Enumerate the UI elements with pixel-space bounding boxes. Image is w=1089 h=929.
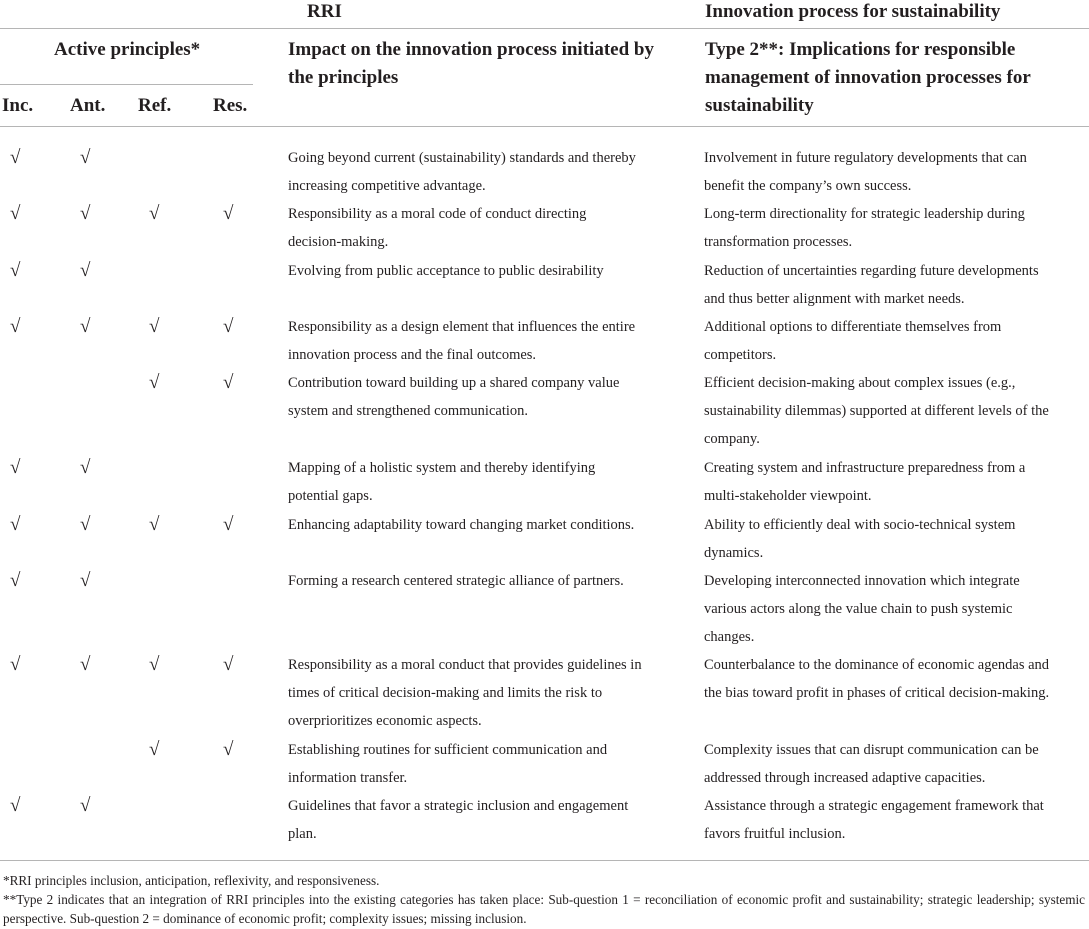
header-group-innovation: Innovation process for sustainability (705, 1, 1001, 22)
implication-text: company. (704, 431, 760, 448)
implication-text: Efficient decision-making about complex issues (e.g., (704, 375, 1016, 391)
implication-text: changes. (704, 629, 755, 646)
implication-text: addressed through increased adaptive capacities. (704, 770, 986, 787)
impact-text: Going beyond current (sustainability) standards and thereby (288, 150, 636, 166)
header-impact-line: Impact on the innovation process initiated by (288, 39, 654, 60)
check-mark-ref: √ (149, 514, 160, 535)
impact-text: innovation process and the final outcomes. (288, 347, 537, 364)
impact-text: plan. (288, 826, 317, 843)
implication-text: Ability to efficiently deal with socio-technical system (704, 517, 1016, 533)
header-active-principles: Active principles* (54, 39, 201, 60)
header-type2-line: Type 2**: Implications for responsible (705, 39, 1016, 60)
impact-text: Contribution toward building up a shared company value (288, 375, 620, 391)
impact-text: Establishing routines for sufficient communication and (288, 742, 608, 758)
check-mark-ant: √ (80, 795, 91, 816)
check-mark-inc: √ (10, 316, 21, 337)
check-mark-ant: √ (80, 457, 91, 478)
impact-text: overprioritizes economic aspects. (288, 713, 482, 730)
check-mark-ref: √ (149, 654, 160, 675)
impact-text: Enhancing adaptability toward changing market conditions. (288, 517, 635, 533)
impact-text: increasing competitive advantage. (288, 178, 486, 195)
implication-text: Additional options to differentiate themselves from (704, 319, 1002, 335)
check-mark-inc: √ (10, 147, 21, 168)
impact-text: information transfer. (288, 770, 408, 787)
check-mark-ref: √ (149, 203, 160, 224)
header-col-inc: Inc. (2, 95, 34, 116)
impact-text: Responsibility as a moral conduct that provides guidelines in (288, 657, 642, 673)
impact-text: potential gaps. (288, 488, 373, 505)
implication-text: Developing interconnected innovation which integrate (704, 573, 1020, 589)
check-mark-ant: √ (80, 260, 91, 281)
check-mark-inc: √ (10, 260, 21, 281)
implication-text: and thus better alignment with market needs. (704, 291, 965, 308)
check-mark-ant: √ (80, 316, 91, 337)
implication-text: various actors along the value chain to push systemic (704, 601, 1013, 618)
check-mark-res: √ (223, 514, 234, 535)
impact-text: Guidelines that favor a strategic inclusion and engagement (288, 798, 629, 814)
header-impact-line: the principles (288, 67, 399, 88)
check-mark-inc: √ (10, 795, 21, 816)
check-mark-inc: √ (10, 203, 21, 224)
impact-text: Responsibility as a moral code of conduct directing (288, 206, 587, 222)
header-impact-title (288, 36, 654, 92)
implication-text: Assistance through a strategic engagement framework that (704, 798, 1044, 814)
check-mark-res: √ (223, 654, 234, 675)
footnote-type2: **Type 2 indicates that an integration of RRI principles into the existing categories has taken place: Sub-question 1 = reconciliation of economic profit and sustainability; strategic leadership; systemic perspective. Sub-question 2 = dominance of economic profit; complexity issues; missing inclusion. (3, 892, 1085, 926)
impact-text: system and strengthened communication. (288, 403, 529, 420)
implication-text: Complexity issues that can disrupt communication can be (704, 742, 1039, 758)
implication-text: Creating system and infrastructure preparedness from a (704, 460, 1026, 476)
check-mark-ant: √ (80, 147, 91, 168)
header-type2-line: sustainability (705, 95, 814, 116)
check-mark-res: √ (223, 739, 234, 760)
header-col-ref: Ref. (138, 95, 172, 116)
check-mark-ant: √ (80, 654, 91, 675)
check-mark-ant: √ (80, 514, 91, 535)
header-bottom-rule (0, 126, 1089, 127)
top-rule (0, 28, 1089, 29)
header-group-rri: RRI (307, 1, 342, 22)
implication-text: Involvement in future regulatory developments that can (704, 150, 1027, 166)
header-col-ant: Ant. (70, 95, 106, 116)
check-mark-res: √ (223, 203, 234, 224)
check-mark-ref: √ (149, 372, 160, 393)
check-mark-inc: √ (10, 457, 21, 478)
footnote-principles: *RRI principles inclusion, anticipation, reflexivity, and responsiveness. (3, 873, 380, 888)
header-type2-line: management of innovation processes for (705, 67, 1031, 88)
check-mark-inc: √ (10, 514, 21, 535)
check-mark-res: √ (223, 316, 234, 337)
implication-text: transformation processes. (704, 234, 853, 251)
implication-text: multi-stakeholder viewpoint. (704, 488, 872, 505)
check-mark-inc: √ (10, 570, 21, 591)
check-mark-res: √ (223, 372, 234, 393)
check-mark-ant: √ (80, 203, 91, 224)
active-principles-rule (0, 84, 253, 85)
check-mark-ant: √ (80, 570, 91, 591)
header-type2-title (705, 36, 1031, 120)
impact-text: Evolving from public acceptance to public desirability (288, 263, 604, 279)
implication-text: the bias toward profit in phases of critical decision-making. (704, 685, 1050, 702)
impact-text: Forming a research centered strategic alliance of partners. (288, 573, 624, 589)
table-bottom-rule (0, 860, 1089, 861)
implication-text: competitors. (704, 347, 777, 364)
implication-text: benefit the company’s own success. (704, 178, 912, 195)
impact-text: decision-making. (288, 234, 389, 251)
implication-text: Reduction of uncertainties regarding future developments (704, 263, 1039, 279)
check-mark-ref: √ (149, 316, 160, 337)
impact-text: times of critical decision-making and limits the risk to (288, 685, 603, 702)
implication-text: dynamics. (704, 545, 764, 562)
implication-text: favors fruitful inclusion. (704, 826, 846, 843)
header-col-res: Res. (213, 95, 248, 116)
impact-text: Mapping of a holistic system and thereby identifying (288, 460, 596, 476)
check-mark-inc: √ (10, 654, 21, 675)
implication-text: Counterbalance to the dominance of economic agendas and (704, 657, 1050, 673)
implication-text: sustainability dilemmas) supported at different levels of the (704, 403, 1049, 420)
impact-text: Responsibility as a design element that influences the entire (288, 319, 636, 335)
check-mark-ref: √ (149, 739, 160, 760)
implication-text: Long-term directionality for strategic leadership during (704, 206, 1025, 222)
